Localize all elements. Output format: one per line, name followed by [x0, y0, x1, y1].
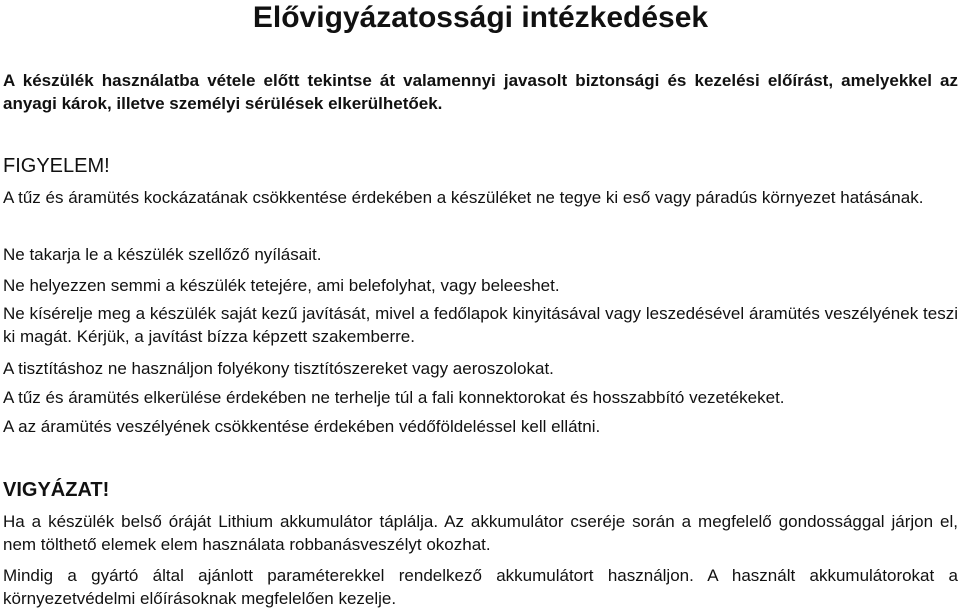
- page-title: Elővigyázatossági intézkedések: [252, 1, 709, 34]
- caution-heading: VIGYÁZAT!: [3, 479, 110, 501]
- warning-item-7: A az áramütés veszélyének csökkentése érdekében védőföldeléssel kell ellátni.: [3, 417, 601, 436]
- warning-item-3: Ne helyezzen semmi a készülék tetejére, ami belefolyhat, vagy beleeshet.: [3, 276, 560, 295]
- warning-item-1: A tűz és áramütés kockázatának csökkentése érdekében a készüléket ne tegye ki eső vagy páradús környezet hatásának.: [3, 188, 924, 207]
- caution-item-2: Mindig a gyártó által ajánlott paraméterekkel rendelkező akkumulátort használjon. A használt akkumulátorokat a környezetvédelmi előírásoknak megfelelően kezelje.: [3, 566, 958, 608]
- warning-item-5: A tisztításhoz ne használjon folyékony tisztítószereket vagy aeroszolokat.: [3, 359, 554, 378]
- warning-item-6: A tűz és áramütés elkerülése érdekében ne terhelje túl a fali konnektorokat és hosszabbító vezetékeket.: [3, 388, 785, 407]
- warning-item-4: Ne kísérelje meg a készülék saját kezű javítását, mivel a fedőlapok kinyitásával vagy leszedésével áramütés veszélyének teszi ki magát. Kérjük, a javítást bízza képzett szakemberre.: [3, 304, 958, 346]
- warning-item-2: Ne takarja le a készülék szellőző nyílásait.: [3, 245, 322, 264]
- intro-paragraph: A készülék használatba vétele előtt tekintse át valamennyi javasolt biztonsági és kezelési előírást, amelyekkel az anyagi károk, illetve személyi sérülések elkerülhetőek.: [3, 71, 958, 113]
- warning-heading: FIGYELEM!: [3, 155, 110, 177]
- caution-item-1: Ha a készülék belső óráját Lithium akkumulátor táplálja. Az akkumulátor cseréje során a megfelelő gondossággal járjon el, nem tölthető elemek elem használata robbanásveszélyt okozhat.: [3, 512, 958, 554]
